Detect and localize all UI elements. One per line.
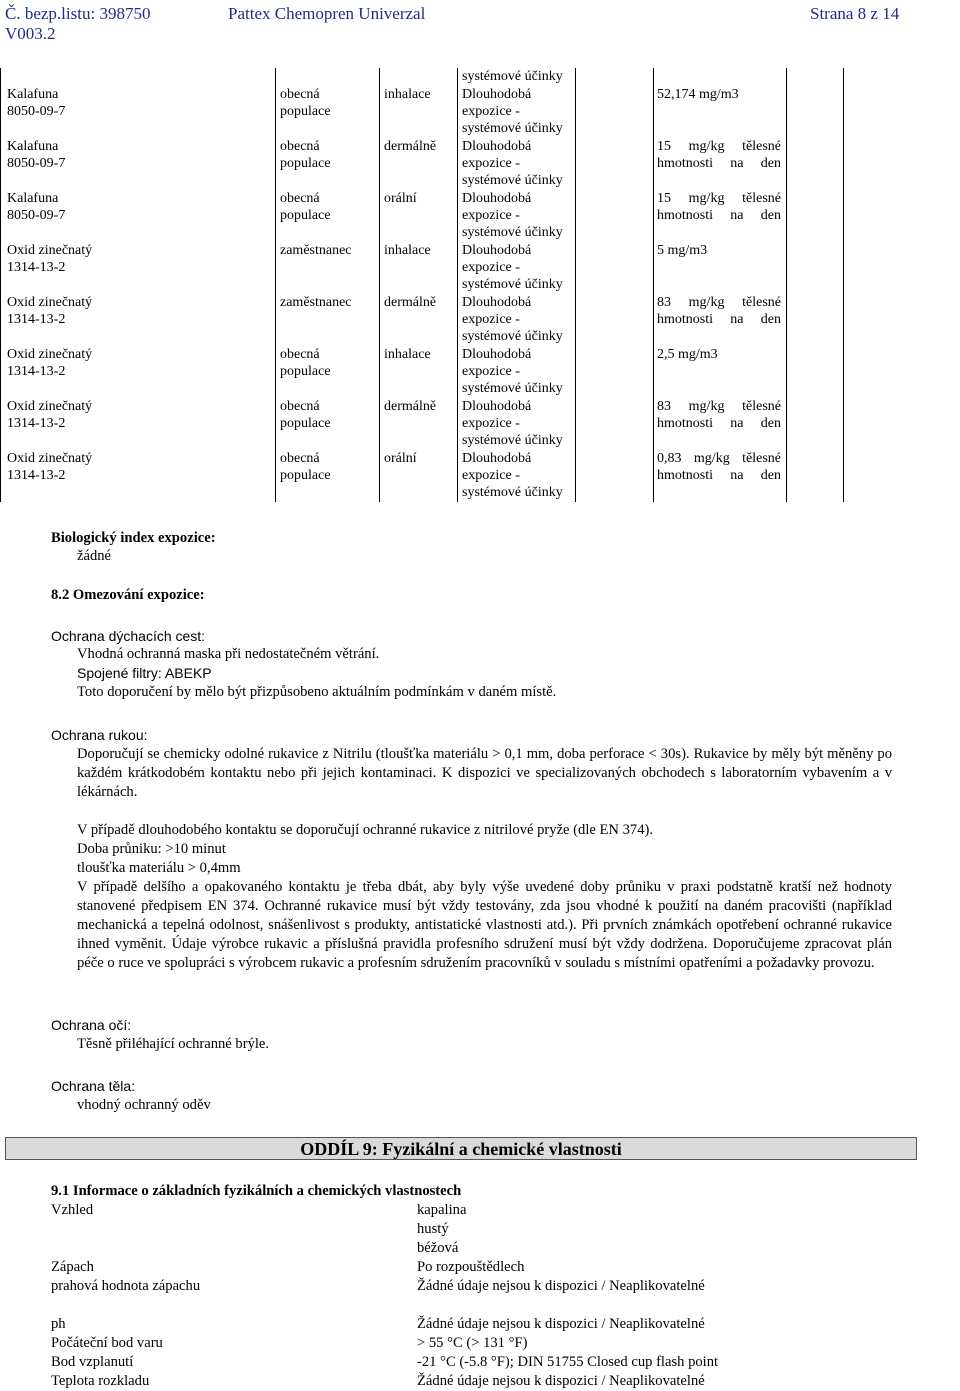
limit-value: 83 mg/kg tělesné hmotnosti na den <box>657 295 781 328</box>
section-8-2-title: 8.2 Omezování expozice: <box>51 587 205 603</box>
effect-line-3: systémové účinky <box>462 329 563 344</box>
effect-line-2: expozice - <box>462 208 520 223</box>
table-row <box>0 242 960 294</box>
exposure-route: orální <box>384 451 417 466</box>
bio-index-title: Biologický index expozice: <box>51 530 216 546</box>
cas-number: 1314-13-2 <box>7 260 66 275</box>
exposure-route: orální <box>384 191 417 206</box>
property-label-flash-point: Bod vzplanutí <box>51 1354 134 1370</box>
section-9-banner <box>5 1137 917 1160</box>
body-protection-title: Ochrana těla: <box>51 1078 136 1094</box>
respiratory-line-1: Vhodná ochranná maska při nedostatečném větrání. <box>77 646 380 662</box>
population-line-2: populace <box>280 468 331 483</box>
cas-number: 8050-09-7 <box>7 156 66 171</box>
effect-line-1: Dlouhodobá <box>462 451 532 466</box>
respiratory-line-3: Toto doporučení by mělo být přizpůsobeno aktuálním podmínkám v daném místě. <box>77 684 557 700</box>
effect-line-2: expozice - <box>462 260 520 275</box>
section-9-title: ODDÍL 9: Fyzikální a chemické vlastnosti <box>300 1139 622 1159</box>
effect-line-1: Dlouhodobá <box>462 295 532 310</box>
hand-protection-line-1: V případě dlouhodobého kontaktu se doporučují ochranné rukavice z nitrilové pryže (dle EN 374). <box>77 822 654 838</box>
population-line-1: obecná <box>280 139 320 154</box>
property-label-odor-threshold: prahová hodnota zápachu <box>51 1278 201 1294</box>
cas-number: 1314-13-2 <box>7 364 66 379</box>
respiratory-protection-title: Ochrana dýchacích cest: <box>51 628 206 644</box>
exposure-route: inhalace <box>384 347 431 362</box>
bio-index-value: žádné <box>77 548 112 564</box>
page-number: Strana 8 z 14 <box>810 4 900 23</box>
body-protection-value: vhodný ochranný oděv <box>77 1097 211 1113</box>
effect-line-3: systémové účinky <box>462 121 563 136</box>
effect-line-2: expozice - <box>462 364 520 379</box>
hand-protection-line-3: tloušťka materiálu > 0,4mm <box>77 860 241 876</box>
exposure-route: dermálně <box>384 399 437 414</box>
section-9-1-title: 9.1 Informace o základních fyzikálních a chemických vlastnostech <box>51 1183 462 1199</box>
effect-line-1: Dlouhodobá <box>462 243 532 258</box>
population-line-2: populace <box>280 364 331 379</box>
exposure-route: inhalace <box>384 243 431 258</box>
population-line-2: populace <box>280 156 331 171</box>
property-label-decomposition-temperature: Teplota rozkladu <box>51 1373 150 1389</box>
exposure-route: inhalace <box>384 87 431 102</box>
effect-line-3: systémové účinky <box>462 485 563 500</box>
property-value-appearance-color: béžová <box>417 1240 459 1256</box>
limit-value: 52,174 mg/m3 <box>657 87 739 102</box>
population-line-1: obecná <box>280 399 320 414</box>
substance-name: Oxid zinečnatý <box>7 347 93 362</box>
cas-number: 8050-09-7 <box>7 104 66 119</box>
table-row <box>0 346 960 398</box>
effect-line-3: systémové účinky <box>462 381 563 396</box>
exposure-route: dermálně <box>384 295 437 310</box>
effect-line-3: systémové účinky <box>462 433 563 448</box>
table-row <box>0 398 960 450</box>
effect-line-1: Dlouhodobá <box>462 399 532 414</box>
population-line-1: obecná <box>280 87 320 102</box>
property-value-boiling-point: > 55 °C (> 131 °F) <box>417 1335 528 1351</box>
population-line-2: populace <box>280 104 331 119</box>
substance-name: Kalafuna <box>7 191 59 206</box>
hand-protection-line-2: Doba průniku: >10 minut <box>77 841 226 857</box>
effect-line-3: systémové účinky <box>462 277 563 292</box>
effect-line-2: expozice - <box>462 312 520 327</box>
substance-name: Kalafuna <box>7 87 59 102</box>
property-value-odor: Po rozpouštědlech <box>417 1259 525 1275</box>
product-name: Pattex Chemopren Univerzal <box>228 4 426 23</box>
population-line-1: zaměstnanec <box>280 243 352 258</box>
effect-line-1: Dlouhodobá <box>462 191 532 206</box>
population-line-2: populace <box>280 416 331 431</box>
property-label-appearance: Vzhled <box>51 1202 94 1218</box>
table-row <box>0 450 960 502</box>
effect-line-1: Dlouhodobá <box>462 347 532 362</box>
property-label-boiling-point: Počáteční bod varu <box>51 1335 163 1351</box>
cas-number: 1314-13-2 <box>7 416 66 431</box>
table-row <box>0 190 960 242</box>
property-value-flash-point: -21 °C (-5.8 °F); DIN 51755 Closed cup flash point <box>417 1354 719 1370</box>
limit-value: 5 mg/m3 <box>657 243 708 258</box>
property-value-odor-threshold: Žádné údaje nejsou k dispozici / Neaplikovatelné <box>417 1278 705 1294</box>
property-label-ph: ph <box>51 1316 66 1332</box>
effect-line-2: expozice - <box>462 416 520 431</box>
limit-value: 0,83 mg/kg tělesné hmotnosti na den <box>657 451 781 484</box>
population-line-2: populace <box>280 208 331 223</box>
effect-line-2: expozice - <box>462 468 520 483</box>
document-version: V003.2 <box>5 24 56 43</box>
limit-value: 15 mg/kg tělesné hmotnosti na den <box>657 191 781 224</box>
property-value-appearance-state: kapalina <box>417 1202 467 1218</box>
substance-name: Oxid zinečnatý <box>7 295 93 310</box>
effect-line-2: expozice - <box>462 104 520 119</box>
property-label-odor: Zápach <box>51 1259 94 1275</box>
cas-number: 1314-13-2 <box>7 312 66 327</box>
property-value-appearance-consistency: hustý <box>417 1221 449 1237</box>
table-row <box>0 86 960 138</box>
effect-line-1: Dlouhodobá <box>462 87 532 102</box>
cas-number: 1314-13-2 <box>7 468 66 483</box>
effect-line-3: systémové účinky <box>462 173 563 188</box>
eye-protection-title: Ochrana očí: <box>51 1017 132 1033</box>
effect-line-2: expozice - <box>462 156 520 171</box>
hand-protection-paragraph-2: V případě delšího a opakovaného kontaktu je třeba dbát, aby byly výše uvedené doby průniku v praxi podstatně kratší než hodnoty stanovené předpisem EN 374. Ochranné rukavice musí být vždy testovány, zda jsou vhodné k použití na daném pracovišti (například mechanická a tepelná odolnost, snášenlivost s produkty, antistatické vlastnosti atd.). Při prvních známkách opotřebení ochranné rukavice ihned vyměnit. Údaje výrobce rukavic a příslušná pravidla profesního sdružení musí být vždy dodržena. Doporučujeme zpracovat plán péče o ruce ve spolupráci s výrobcem rukavic a profesním sdružením pracovníků v souladu s místními opatřeními a požadavky provozu. <box>77 879 892 972</box>
substance-name: Oxid zinečnatý <box>7 399 93 414</box>
table-row <box>0 294 960 346</box>
document-reference: Č. bezp.listu: 398750 <box>5 4 151 23</box>
limit-value: 15 mg/kg tělesné hmotnosti na den <box>657 139 781 172</box>
population-line-1: obecná <box>280 347 320 362</box>
limit-value: 83 mg/kg tělesné hmotnosti na den <box>657 399 781 432</box>
population-line-1: obecná <box>280 191 320 206</box>
cas-number: 8050-09-7 <box>7 208 66 223</box>
property-value-ph: Žádné údaje nejsou k dispozici / Neaplikovatelné <box>417 1316 705 1332</box>
effect-line-3: systémové účinky <box>462 225 563 240</box>
effect-line-1: Dlouhodobá <box>462 139 532 154</box>
property-value-decomposition-temperature: Žádné údaje nejsou k dispozici / Neaplikovatelné <box>417 1373 705 1389</box>
substance-name: Kalafuna <box>7 139 59 154</box>
eye-protection-value: Těsně přiléhající ochranné brýle. <box>77 1036 270 1052</box>
population-line-1: zaměstnanec <box>280 295 352 310</box>
respiratory-line-2: Spojené filtry: ABEKP <box>77 665 212 681</box>
population-line-1: obecná <box>280 451 320 466</box>
table-row <box>0 138 960 190</box>
table-carry-text: systémové účinky <box>462 69 563 84</box>
substance-name: Oxid zinečnatý <box>7 243 93 258</box>
limit-value: 2,5 mg/m3 <box>657 347 718 362</box>
hand-protection-title: Ochrana rukou: <box>51 727 148 743</box>
hand-protection-paragraph-1: Doporučují se chemicky odolné rukavice z Nitrilu (tloušťka materiálu > 0,1 mm, doba perforace < 30s). Rukavice by měly být měněny po každém krátkodobém kontaktu nebo při jejich kontaminaci. K dispozici ve specializovaných obchodech s laboratorním vybavením a v lékárnách. <box>77 746 892 801</box>
substance-name: Oxid zinečnatý <box>7 451 93 466</box>
exposure-route: dermálně <box>384 139 437 154</box>
